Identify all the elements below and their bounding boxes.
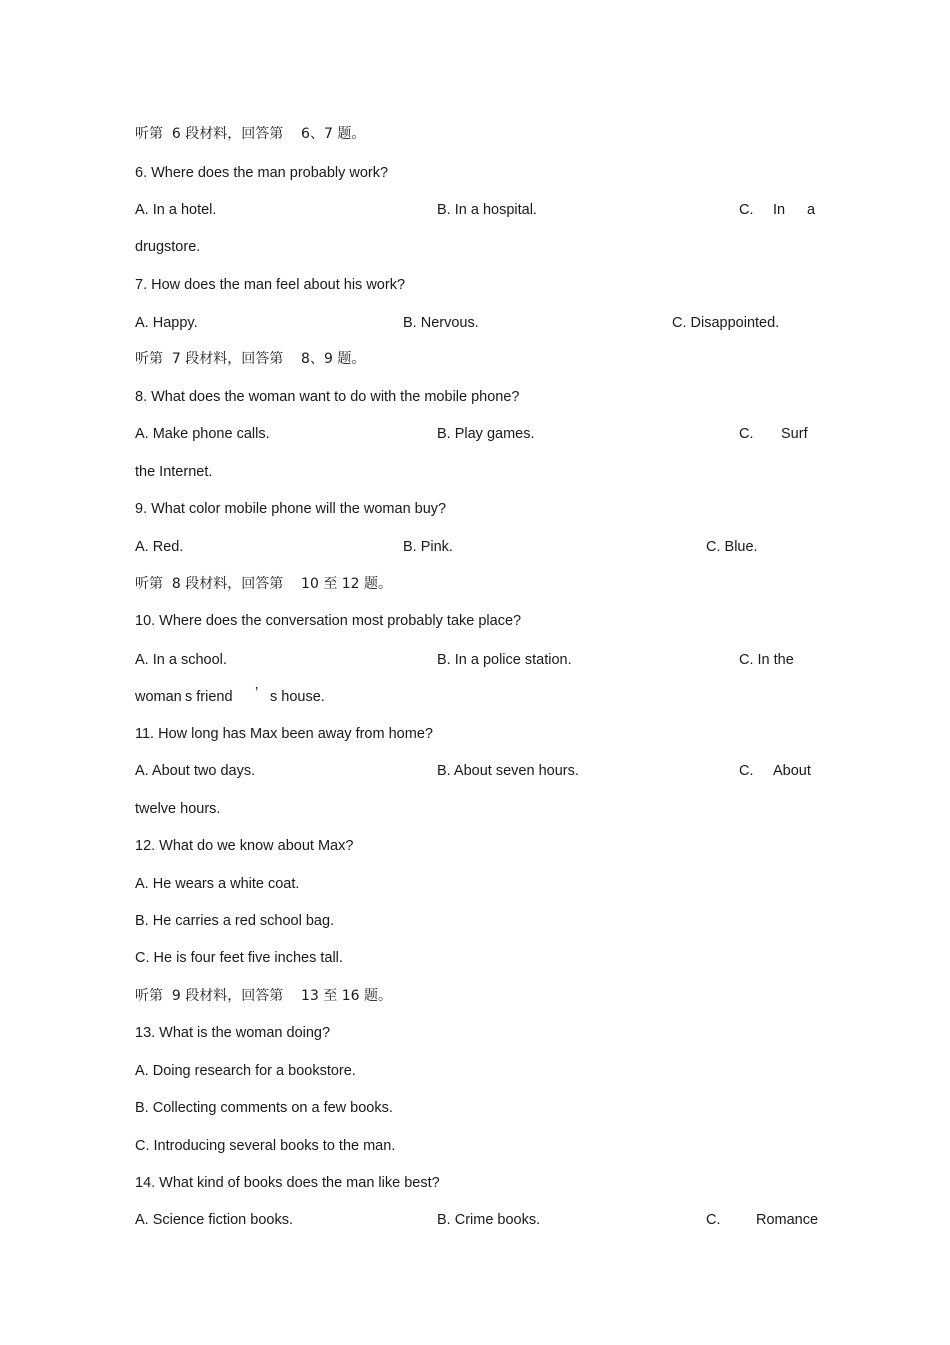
question-10: 10. Where does the conversation most probably take place? (135, 613, 522, 629)
q11-option-c-word1: About (773, 763, 811, 779)
q11-option-c-label: C. (739, 763, 754, 779)
q9-option-a: A. Red. (135, 539, 184, 555)
section-header-6: 听第 6 段材料，回答第 6、7 题。 (135, 126, 366, 142)
q12-option-c: C. He is four feet five inches tall. (135, 950, 343, 966)
question-7: 7. How does the man feel about his work? (135, 277, 406, 293)
q10-option-c-wrap-2: s friend (185, 689, 233, 705)
q8-option-c-word1: Surf (781, 426, 808, 442)
q6-option-c-wrap: drugstore. (135, 239, 201, 255)
q8-option-a: A. Make phone calls. (135, 426, 270, 442)
question-11: 11. How long has Max been away from home? (135, 726, 433, 742)
q7-option-c: C. Disappointed. (672, 315, 780, 331)
q10-option-b: B. In a police station. (437, 652, 572, 668)
section-header-9: 听第 9 段材料，回答第 13 至 16 题。 (135, 988, 393, 1004)
q8-option-c-label: C. (739, 426, 754, 442)
q12-option-a: A. He wears a white coat. (135, 876, 300, 892)
q11-option-a: A. About two days. (135, 763, 256, 779)
question-6: 6. Where does the man probably work? (135, 165, 389, 181)
q8-option-b: B. Play games. (437, 426, 535, 442)
q14-option-c-label: C. (706, 1212, 721, 1228)
q9-option-c: C. Blue. (706, 539, 758, 555)
q13-option-c: C. Introducing several books to the man. (135, 1138, 396, 1154)
q10-option-c: C. In the (739, 652, 794, 668)
q14-option-a: A. Science fiction books. (135, 1212, 293, 1228)
q11-option-c-wrap: twelve hours. (135, 801, 221, 817)
q8-option-c-wrap: the Internet. (135, 464, 213, 480)
q13-option-b: B. Collecting comments on a few books. (135, 1100, 393, 1116)
q10-option-a: A. In a school. (135, 652, 227, 668)
question-8: 8. What does the woman want to do with the mobile phone? (135, 389, 520, 405)
q6-option-c-word2: a (807, 202, 816, 218)
question-13: 13. What is the woman doing? (135, 1025, 331, 1041)
section-header-8: 听第 8 段材料，回答第 10 至 12 题。 (135, 576, 393, 592)
q7-option-a: A. Happy. (135, 315, 198, 331)
q14-option-b: B. Crime books. (437, 1212, 541, 1228)
q12-option-b: B. He carries a red school bag. (135, 913, 335, 929)
q10-option-c-wrap-4: s house. (270, 689, 325, 705)
q6-option-c-word1: In (773, 202, 786, 218)
question-9: 9. What color mobile phone will the woman buy? (135, 501, 447, 517)
question-12: 12. What do we know about Max? (135, 838, 354, 854)
section-header-7: 听第 7 段材料，回答第 8、9 题。 (135, 351, 366, 367)
q10-option-c-wrap-1: woman (135, 689, 182, 705)
q13-option-a: A. Doing research for a bookstore. (135, 1063, 356, 1079)
q10-option-c-wrap-3: ’ (255, 685, 259, 701)
q14-option-c-word1: Romance (756, 1212, 819, 1228)
q7-option-b: B. Nervous. (403, 315, 479, 331)
q6-option-c-label: C. (739, 202, 754, 218)
q6-option-b: B. In a hospital. (437, 202, 537, 218)
q6-option-a: A. In a hotel. (135, 202, 217, 218)
q9-option-b: B. Pink. (403, 539, 453, 555)
question-14: 14. What kind of books does the man like best? (135, 1175, 440, 1191)
q11-option-b: B. About seven hours. (437, 763, 579, 779)
